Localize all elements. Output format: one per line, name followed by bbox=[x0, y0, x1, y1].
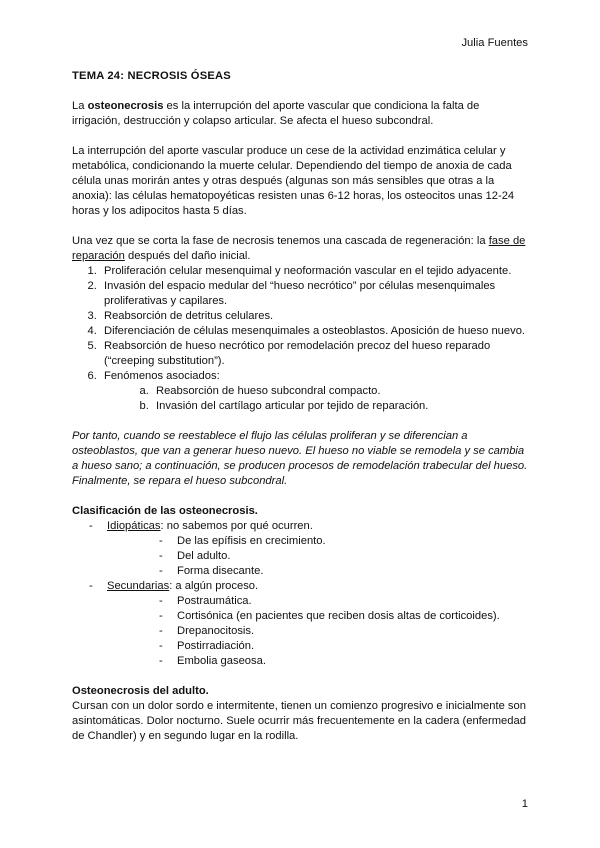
document-body bbox=[72, 69, 530, 759]
idiopathic-desc: : no sabemos por qué ocurren. bbox=[160, 520, 313, 532]
list-item bbox=[100, 369, 530, 414]
secondary-sublist bbox=[107, 594, 530, 669]
list-item: - Drepanocitosis. bbox=[107, 624, 530, 639]
list-item: - Del adulto. bbox=[107, 549, 530, 564]
list-item bbox=[72, 579, 530, 669]
regeneration-pre: Una vez que se corta la fase de necrosis tenemos una cascada de regeneración: la bbox=[72, 235, 489, 247]
page-title: TEMA 24: NECROSIS ÓSEAS bbox=[72, 70, 231, 82]
list-item: 5. Reabsorción de hueso necrótico por remodelación precoz del hueso reparado (“creeping substitution”). bbox=[100, 339, 530, 369]
idiopathic-label: Idiopáticas bbox=[107, 520, 161, 532]
list-item: 3. Reabsorción de detritus celulares. bbox=[100, 309, 530, 324]
secondary-label: Secundarias bbox=[107, 580, 170, 592]
classification-heading: Clasificación de las osteonecrosis. bbox=[72, 505, 258, 517]
adult-paragraph: Cursan con un dolor sordo e intermitente, tienen un comienzo progresivo e inicialmente son asintomáticas. Dolor nocturno. Suele ocurrir más frecuentemente en la cadera (enfermedad de Chandler) y en segundo lugar en la rodilla. bbox=[72, 700, 526, 742]
classification-list bbox=[72, 519, 530, 669]
intro-post: es la interrupción del aporte vascular que condiciona la falta de irrigación, destrucción y colapso articular. Se afecta el hueso subcondral. bbox=[72, 100, 480, 127]
summary-paragraph: Por tanto, cuando se reestablece el flujo las células proliferan y se diferencian a osteoblastos, que van a generar hueso nuevo. El hueso no viable se remodela y se cambia a hueso sano; a continuación, se producen procesos de remodelación trabecular del hueso. Finalmente, se repara el hueso subcondral. bbox=[72, 430, 528, 487]
list-item: b. Invasión del cartílago articular por tejido de reparación. bbox=[152, 399, 530, 414]
list-item: 2. Invasión del espacio medular del “hueso necrótico” por células mesenquimales proliferativas y capilares. bbox=[100, 279, 530, 309]
list-item bbox=[72, 519, 530, 579]
intro-bold-term: osteonecrosis bbox=[87, 100, 164, 112]
list-item: - Postirradiación. bbox=[107, 639, 530, 654]
regeneration-paragraph bbox=[72, 234, 530, 264]
repair-phase-term: fase de reparación bbox=[72, 235, 526, 262]
header-author: Julia Fuentes bbox=[461, 37, 528, 49]
list-item: - De las epífisis en crecimiento. bbox=[107, 534, 530, 549]
anoxia-paragraph: La interrupción del aporte vascular produce un cese de la actividad enzimática celular y metabólica, condicionando la muerte celular. Dependiendo del tiempo de anoxia de cada célula unas morirán antes y otras después (algunas son más sensibles que otras a la anoxia): las células hematopoyéticas resisten unas 6-12 horas, los osteocitos unas 12-24 horas y los adipocitos hasta 5 días. bbox=[72, 145, 515, 217]
intro-paragraph bbox=[72, 99, 530, 129]
list-item: - Forma disecante. bbox=[107, 564, 530, 579]
list-item: a. Reabsorción de hueso subcondral compacto. bbox=[152, 384, 530, 399]
associated-list bbox=[104, 384, 530, 414]
idiopathic-sublist bbox=[107, 534, 530, 579]
list-item: - Postraumática. bbox=[107, 594, 530, 609]
list-item: - Embolia gaseosa. bbox=[107, 654, 530, 669]
list-item: 4. Diferenciación de células mesenquimales a osteoblastos. Aposición de hueso nuevo. bbox=[100, 324, 530, 339]
associated-label: Fenómenos asociados: bbox=[104, 370, 220, 382]
repair-steps-list bbox=[72, 264, 530, 414]
list-item: 1. Proliferación celular mesenquimal y neoformación vascular en el tejido adyacente. bbox=[100, 264, 530, 279]
regeneration-post: después del daño inicial. bbox=[124, 250, 251, 262]
page-number: 1 bbox=[521, 798, 528, 810]
intro-pre: La bbox=[72, 100, 88, 112]
adult-heading: Osteonecrosis del adulto. bbox=[72, 685, 209, 697]
secondary-desc: : a algún proceso. bbox=[169, 580, 259, 592]
list-item: - Cortisónica (en pacientes que reciben dosis altas de corticoides). bbox=[107, 609, 530, 624]
